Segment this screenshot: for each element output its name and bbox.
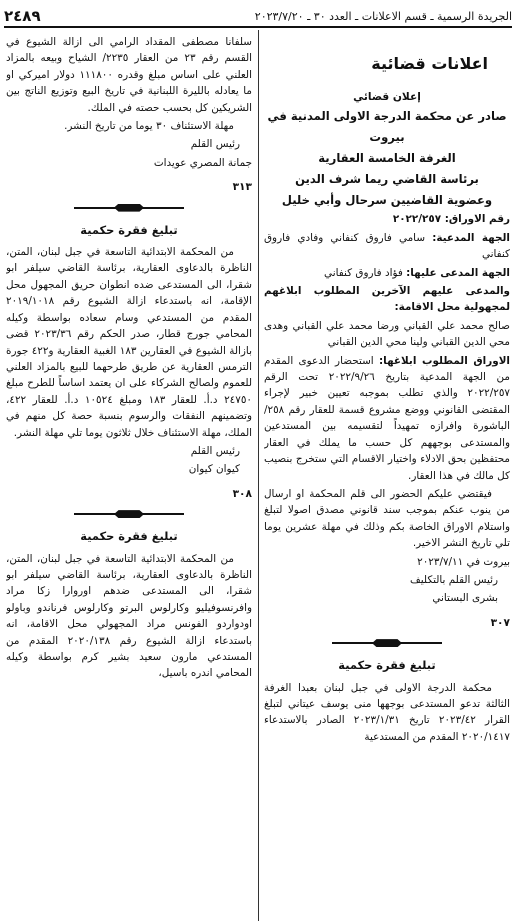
- ornament-divider: [74, 510, 184, 518]
- notice-judicial: [264, 88, 510, 631]
- notice-body: محكمة الدرجة الاولى في جبل لبنان بعبدا الغرفة الثالثة تدعو المستدعى بوجهها منى يوسف عيتاني لتبلغ القرار ٢٠٢٣/٤٢ تاريخ ٢٠٢٣/١/٣١ الصادر بالاستدعاء ٢٠٢٠/١٤١٧ المقدم من المستدعية: [264, 681, 510, 743]
- defendant-name: فؤاد فاروق كنفاني: [324, 266, 403, 279]
- signature-title: رئيس القلم: [190, 138, 240, 151]
- continued-text: سلفانا مصطفى المقداد الرامي الى ازالة الشيوع في القسم رقم ٢٣ من العقار ٢٢٣٥/ الشياح وبيعه بالمزاد العلني على اساس مبلغ وقدره ١١١٨٠٠ دولار اميركي او ما يعادله بالليرة اللبنانية في تاريخ البيع وتوزيع الناتج بين الشريكين كل بحسب حصته في الملك.: [6, 36, 252, 114]
- signature-title: رئيس القلم بالتكليف: [410, 573, 498, 586]
- notice-ruling: [6, 528, 252, 682]
- place-date: بيروت في ٢٠٢٣/٧/١١: [417, 555, 510, 568]
- left-column: [6, 34, 252, 921]
- signature-name: جمانة المصري عويدات: [153, 156, 252, 169]
- defendant-label: الجهة المدعى عليها:: [406, 266, 510, 279]
- notice-ruling: [6, 222, 252, 503]
- notice-heading-4: برئاسة القاضي ريما شرف الدين: [295, 172, 479, 187]
- column-divider: [258, 30, 259, 921]
- notice-heading-3: الغرفة الخامسة العقارية: [318, 151, 456, 166]
- header-title: الجريدة الرسمية ـ قسم الاعلانات ـ العدد ٣٠ ـ ٢٠٢٣/٧/٢٠: [254, 9, 512, 23]
- notice-title: تبليغ فقرة حكمية: [338, 658, 436, 673]
- plaintiff-label: الجهة المدعية:: [432, 231, 510, 244]
- reference-number: ٣٠٧: [490, 616, 510, 629]
- page-header: [4, 6, 512, 28]
- appeal-period: مهلة الاستئناف ٣٠ يوما من تاريخ النشر.: [64, 120, 234, 133]
- notice-heading-5: وعضوية القاضيين سرحال وأبي خليل: [281, 193, 493, 208]
- ornament-divider: [332, 639, 442, 647]
- required-papers-label: الاوراق المطلوب ابلاغها:: [379, 354, 510, 367]
- other-defendants-label: والمدعى عليهم الآخرين المطلوب ابلاغهم لمجهولية محل الاقامة:: [264, 285, 510, 314]
- reference-number: ٣٠٨: [232, 487, 252, 500]
- notice-body: من المحكمة الابتدائية التاسعة في جبل لبنان، المتن، الناظرة بالدعاوى العقارية، برئاسة القاضي سيلفر ابو شقرا، الى المستدعى ضده انطوان حريق المجهول محل الإقامة، انه باستدعاء ازالة الشيوع رقم ٢٠١٩/١٠١٨ المقدم من المستدعي وسام سعاده بواسطة وكيله المحامي جورج قطار، صدر الحكم رقم ٢٠٢٣/٣٦ قضى بازالة الشيوع في العقارين ١٨٣ الغبية العقارية و٤٢٢ جورة الترمس العقارية عن طريق طرحهما للبيع بالمزاد العلني للعموم ولصالح الشركاء على ان يعتمد اساساً للطرح مبلغ ٢٤٧٥٠ د.أ. للعقار ١٨٣ ومبلغ ١٠٥٢٤ د.أ. للعقار ٤٢٢، وتضمينهم النفقات والرسوم بنسبة حصة كل منهم في الملك، مهلة الاستئناف خلال ثلاثون يوما تلي مهلة النشر.: [6, 246, 252, 439]
- defendant-line: [264, 265, 510, 281]
- notice-heading-2: صادر عن محكمة الدرجة الاولى المدنية في بيروت: [267, 109, 507, 145]
- notice-title: تبليغ فقرة حكمية: [80, 222, 178, 237]
- plaintiff-names: سامي فاروق كنفاني وفادي فاروق كنفاني: [264, 231, 510, 261]
- required-papers-text: استحضار الدعوى المقدم من الجهة المدعية بتاريخ ٢٠٢٢/٩/٢٦ تحت الرقم ٢٠٢٢/٢٥٧ والذي تطلب بموجبه تعيين خبير لإجراء المقتضى القانوني ووضع مشروع قسمة للعقار رقم ٢٥٨/ الباشورة وافرازه تمهيداً لتقسيمه بين المستدعين والمستدعى بوجههم كل حسب ما يملك في العقار محتفظين بحق الادلاء واختيار الاقسام التي ستخرج بنصيب كل مالك في هذا العقار.: [264, 354, 510, 482]
- signature-name: كيوان كيوان: [188, 463, 240, 476]
- signature-name: بشرى البستاني: [432, 592, 498, 605]
- notice-title: تبليغ فقرة حكمية: [80, 529, 178, 544]
- summons-text: فيقتضي عليكم الحضور الى قلم المحكمة او ارسال من ينوب عنكم بموجب سند قانوني مصدق اصولا لتبلغ واستلام الاوراق الخاصة بكم وذلك في مهلة عشرين يوما تلي تاريخ النشر الاخير.: [264, 487, 510, 550]
- required-papers: [264, 353, 510, 484]
- notice-heading-1: إعلان قضائي: [353, 91, 421, 104]
- reference-number: ٣١٣: [232, 181, 252, 194]
- right-column: [264, 34, 510, 921]
- page-number: ٢٤٨٩: [4, 7, 41, 25]
- other-defendants: صالح محمد علي القباني ورضا محمد علي القباني وهدى محي الدين القباني ولينا محي الدين القباني: [264, 319, 510, 349]
- notice-body: من المحكمة الابتدائية التاسعة في جبل لبنان، المتن، الناظرة بالدعاوى العقارية، برئاسة القاضي سيلفر ابو شقرا، الى المستدعى ضدهم اوروارا زكا مراد وافرنسوفيليو وكارلوس البرتو وكارلوس فرناندو وباولو اودواردو الفونس مراد المجهولي محل الاقامة، انه باستدعاء ازالة الشيوع رقم ٢٠٢٠/١٣٨ المقدم من المستدعي مارون سعيد بشير كرم بواسطة وكيله المحامي اندره باسيل،: [6, 552, 252, 680]
- plaintiff-line: [264, 230, 510, 263]
- notice-ruling: [264, 657, 510, 745]
- section-title: اعلانات قضائية: [371, 54, 488, 73]
- file-number: رقم الاوراق: ٢٠٢٢/٢٥٧: [392, 213, 510, 226]
- signature-title: رئيس القلم: [190, 444, 240, 457]
- ornament-divider: [74, 204, 184, 212]
